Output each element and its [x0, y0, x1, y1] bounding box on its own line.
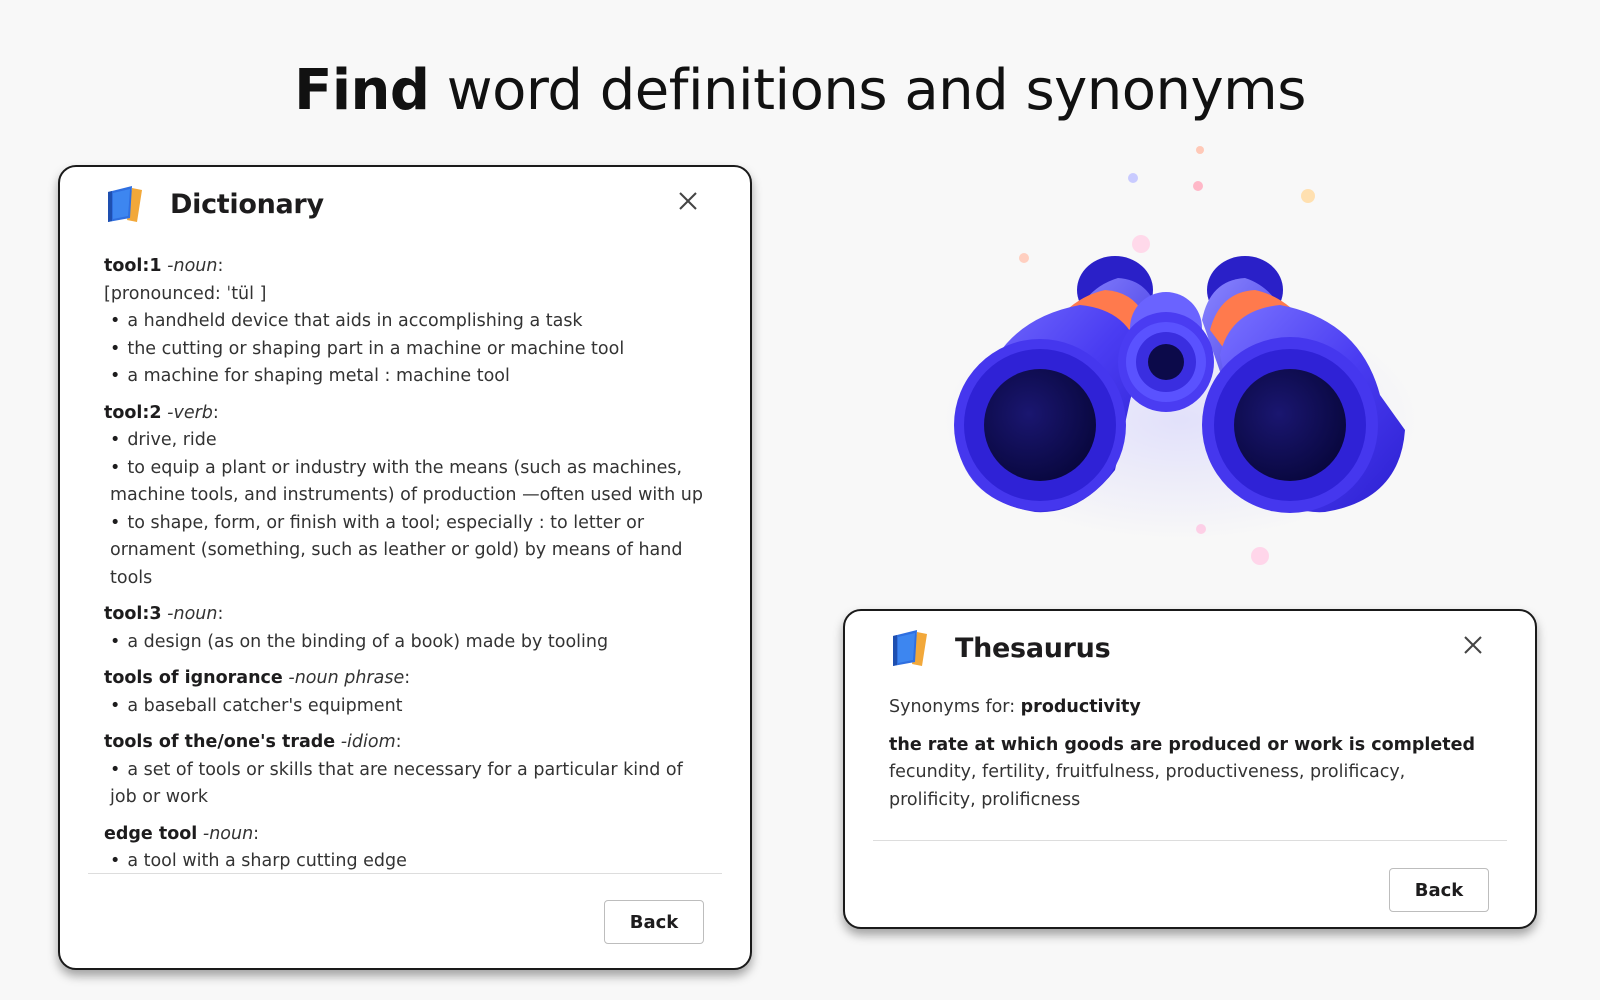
- binoculars-icon: [940, 140, 1420, 580]
- headline-rest: word definitions and synonyms: [429, 58, 1306, 123]
- sense: • to equip a plant or industry with the means (such as machines, machine tools, and instruments) of production —often used with up: [104, 455, 704, 510]
- sense: • a handheld device that aids in accomplishing a task: [104, 308, 704, 336]
- sense: • the cutting or shaping part in a machine or machine tool: [104, 336, 704, 364]
- thesaurus-content: [889, 694, 1479, 814]
- entry: tool:3 -noun: • a design (as on the binding of a book) made by tooling: [104, 601, 704, 656]
- dictionary-content: [104, 253, 704, 885]
- sense: • a set of tools or skills that are necessary for a particular kind of job or work: [104, 757, 704, 812]
- close-icon[interactable]: [674, 187, 702, 215]
- entry: edge tool -noun: • a tool with a sharp cutting edge: [104, 821, 704, 876]
- dictionary-modal: [58, 165, 752, 970]
- entry-pos: -noun: [167, 256, 218, 276]
- headline-strong: Find: [294, 58, 430, 123]
- pronunciation: [pronounced: ˈtül ]: [104, 283, 267, 304]
- thesaurus-modal: [843, 609, 1537, 929]
- entry-term: tool:2: [104, 402, 162, 423]
- query-word: productivity: [1020, 697, 1141, 717]
- entry: tools of ignorance -noun phrase: • a baseball catcher's equipment: [104, 665, 704, 720]
- headline: [0, 55, 1600, 127]
- divider: [88, 873, 722, 874]
- entry-term: tools of ignorance: [104, 668, 283, 688]
- sense: • a baseball catcher's equipment: [104, 693, 704, 721]
- entry-term: tools of the/one's trade: [104, 732, 336, 752]
- sense: • a machine for shaping metal : machine tool: [104, 363, 704, 391]
- synonyms-prefix: Synonyms for:: [889, 697, 1021, 717]
- synonym-list: fecundity, fertility, fruitfulness, productiveness, prolificacy, prolificity, prolificness: [889, 762, 1406, 810]
- entry-term: tool:1: [104, 256, 162, 276]
- thesaurus-header: [889, 625, 1110, 671]
- dictionary-title: Dictionary: [170, 188, 324, 220]
- sense: • a design (as on the binding of a book) made by tooling: [104, 629, 704, 657]
- entry-pos: -noun: [202, 823, 254, 844]
- back-button[interactable]: Back: [1389, 868, 1489, 912]
- entry: tool:1 -noun: [pronounced: ˈtül ] • a handheld device that aids in accomplishing a task • the cutting or shaping part in a machine or machine tool • a machine for shaping metal : machine tool: [104, 253, 704, 391]
- entry-pos: -verb: [167, 402, 213, 423]
- entry: tools of the/one's trade -idiom: • a set of tools or skills that are necessary for a particular kind of job or work: [104, 729, 704, 812]
- divider: [873, 840, 1507, 841]
- entry-pos: -idiom: [340, 732, 396, 752]
- sense: • a tool with a sharp cutting edge: [104, 848, 704, 876]
- entry-pos: -noun: [167, 604, 218, 624]
- entry: tool:2 -verb: • drive, ride • to equip a plant or industry with the means (such as machines, machine tools, and instruments) of production —often used with up • to shape, form, or finish with a tool; especially : to letter or ornament (something, such as leather or gold) by means of hand tools: [104, 400, 704, 593]
- dictionary-header: [104, 181, 324, 227]
- entry-term: edge tool: [104, 823, 198, 844]
- entry-pos: -noun phrase: [288, 668, 405, 688]
- sense: • drive, ride: [104, 427, 704, 455]
- book-icon: [104, 184, 146, 224]
- sense: • to shape, form, or finish with a tool; especially : to letter or ornament (something, such as leather or gold) by means of hand tools: [104, 510, 704, 593]
- back-button[interactable]: Back: [604, 900, 704, 944]
- synonyms-for-line: [889, 694, 1479, 722]
- thesaurus-title: Thesaurus: [955, 632, 1111, 664]
- book-icon: [889, 628, 931, 668]
- close-icon[interactable]: [1459, 631, 1487, 659]
- sense-heading: the rate at which goods are produced or work is completed: [889, 734, 1475, 755]
- entry-term: tool:3: [104, 604, 162, 624]
